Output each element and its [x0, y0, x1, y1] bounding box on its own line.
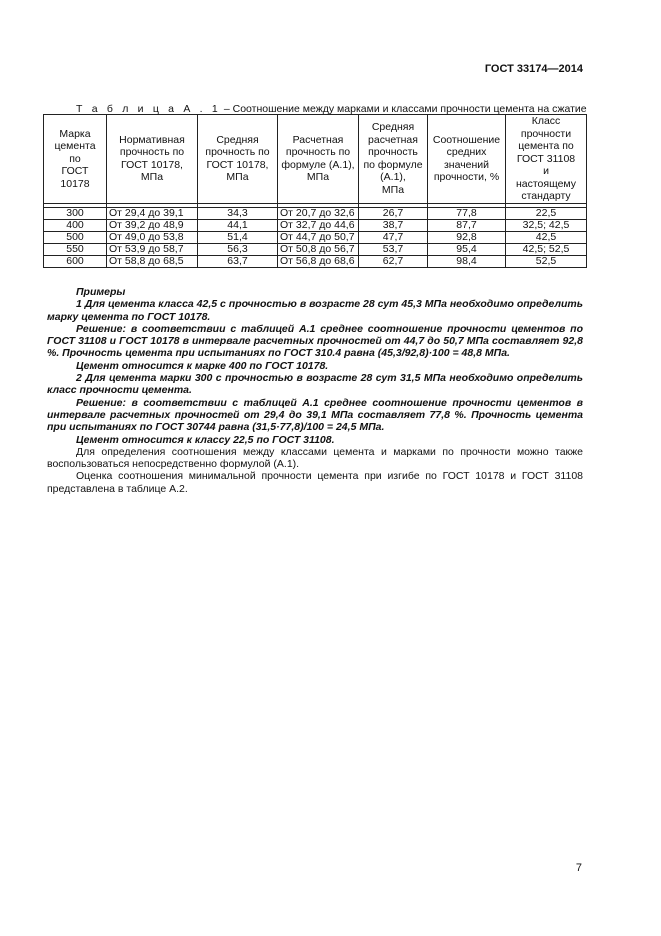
table-cell: От 44,7 до 50,7	[278, 231, 359, 243]
table-cell: 52,5	[506, 255, 587, 267]
examples-heading: Примеры	[76, 286, 126, 298]
paragraph-formula-note: Для определения соотношения между классами цемента и марками по прочности можно также воспользоваться непосредственно формулой (А.1).	[47, 445, 583, 471]
table-row	[44, 207, 587, 219]
table-cell: От 29,4 до 39,1	[107, 207, 198, 219]
table-row	[44, 255, 587, 267]
table-header-row	[44, 115, 587, 204]
table-caption-label: Т а б л и ц а А . 1	[76, 103, 221, 115]
table-row	[44, 219, 587, 231]
strength-table	[43, 114, 587, 268]
body-text	[47, 286, 583, 495]
table-cell: 32,5; 42,5	[506, 219, 587, 231]
example-1-task: 1 Для цемента класса 42,5 с прочностью в возрасте 28 сут 45,3 МПа необходимо определить марку цемента по ГОСТ 10178.	[47, 298, 583, 323]
example-2-task: 2 Для цемента марки 300 с прочностью в возрасте 28 сут 31,5 МПа необходимо определить класс прочности цемента.	[47, 372, 583, 397]
table-cell: 53,7	[359, 243, 428, 255]
col-header: Нормативная прочность по ГОСТ 10178, МПа	[107, 115, 198, 204]
table-cell: 51,4	[198, 231, 278, 243]
example-1-result: Цемент относится к марке 400 по ГОСТ 10178.	[76, 359, 329, 372]
table-cell: 63,7	[198, 255, 278, 267]
table-cell: 22,5	[506, 207, 587, 219]
col-header: Средняя расчетная прочность по формуле (А.1), МПа	[359, 115, 428, 204]
standard-code: ГОСТ 33174—2014	[484, 63, 583, 75]
table-cell: 62,7	[359, 255, 428, 267]
table-cell: 77,8	[428, 207, 506, 219]
page-number: 7	[575, 862, 582, 874]
example-2-result: Цемент относится к классу 22,5 по ГОСТ 31108.	[76, 433, 335, 446]
table-cell: 550	[44, 243, 107, 255]
table-cell: 42,5	[506, 231, 587, 243]
table-cell: 95,4	[428, 243, 506, 255]
table-cell: 300	[44, 207, 107, 219]
table-cell: 92,8	[428, 231, 506, 243]
col-header: Соотношение средних значений прочности, %	[428, 115, 506, 204]
table-cell: От 53,9 до 58,7	[107, 243, 198, 255]
table-cell: 26,7	[359, 207, 428, 219]
table-cell: 47,7	[359, 231, 428, 243]
table-cell: От 50,8 до 56,7	[278, 243, 359, 255]
table-cell: 500	[44, 231, 107, 243]
table-cell: От 58,8 до 68,5	[107, 255, 198, 267]
table-cell: 44,1	[198, 219, 278, 231]
table-row	[44, 243, 587, 255]
table-cell: 400	[44, 219, 107, 231]
col-header: Класс прочности цемента по ГОСТ 31108 и настоящему стандарту	[506, 115, 587, 204]
table-caption-text: Соотношение между марками и классами прочности цемента на сжатие	[232, 103, 587, 115]
table-cell: От 49,0 до 53,8	[107, 231, 198, 243]
table-cell: 98,4	[428, 255, 506, 267]
example-1-solution: Решение: в соответствии с таблицей А.1 среднее соотношение прочности цементов по ГОСТ 31108 и ГОСТ 10178 в интервале расчетных прочностей от 44,7 до 50,7 МПа составляет 92,8 %. Прочность цемента при испытаниях по ГОСТ 310.4 равна (45,3/92,8)·100 = 48,8 МПа.	[47, 322, 583, 360]
example-2-solution: Решение: в соответствии с таблицей А.1 среднее соотношение прочности цементов в интервале расчетных прочностей от 29,4 до 39,1 МПа составляет 77,8 %. Прочность цемента при испытаниях по ГОСТ 30744 равна (31,5·77,8)/100 = 24,5 МПа.	[47, 396, 583, 434]
paragraph-table-reference: Оценка соотношения минимальной прочности цемента при изгибе по ГОСТ 10178 и ГОСТ 31108 представлена в таблице А.2.	[47, 470, 583, 495]
table-cell: 42,5; 52,5	[506, 243, 587, 255]
table-cell: От 39,2 до 48,9	[107, 219, 198, 231]
table-caption-dash: –	[220, 103, 233, 115]
col-header: Расчетная прочность по формуле (А.1), МПа	[278, 115, 359, 204]
table-cell: 34,3	[198, 207, 278, 219]
table-cell: 600	[44, 255, 107, 267]
col-header: Марка цемента по ГОСТ 10178	[44, 115, 107, 204]
table-cell: От 20,7 до 32,6	[278, 207, 359, 219]
table-cell: 38,7	[359, 219, 428, 231]
table-cell: 56,3	[198, 243, 278, 255]
col-header: Средняя прочность по ГОСТ 10178, МПа	[198, 115, 278, 204]
table-cell: От 56,8 до 68,6	[278, 255, 359, 267]
table-row	[44, 231, 587, 243]
table-cell: От 32,7 до 44,6	[278, 219, 359, 231]
table-cell: 87,7	[428, 219, 506, 231]
